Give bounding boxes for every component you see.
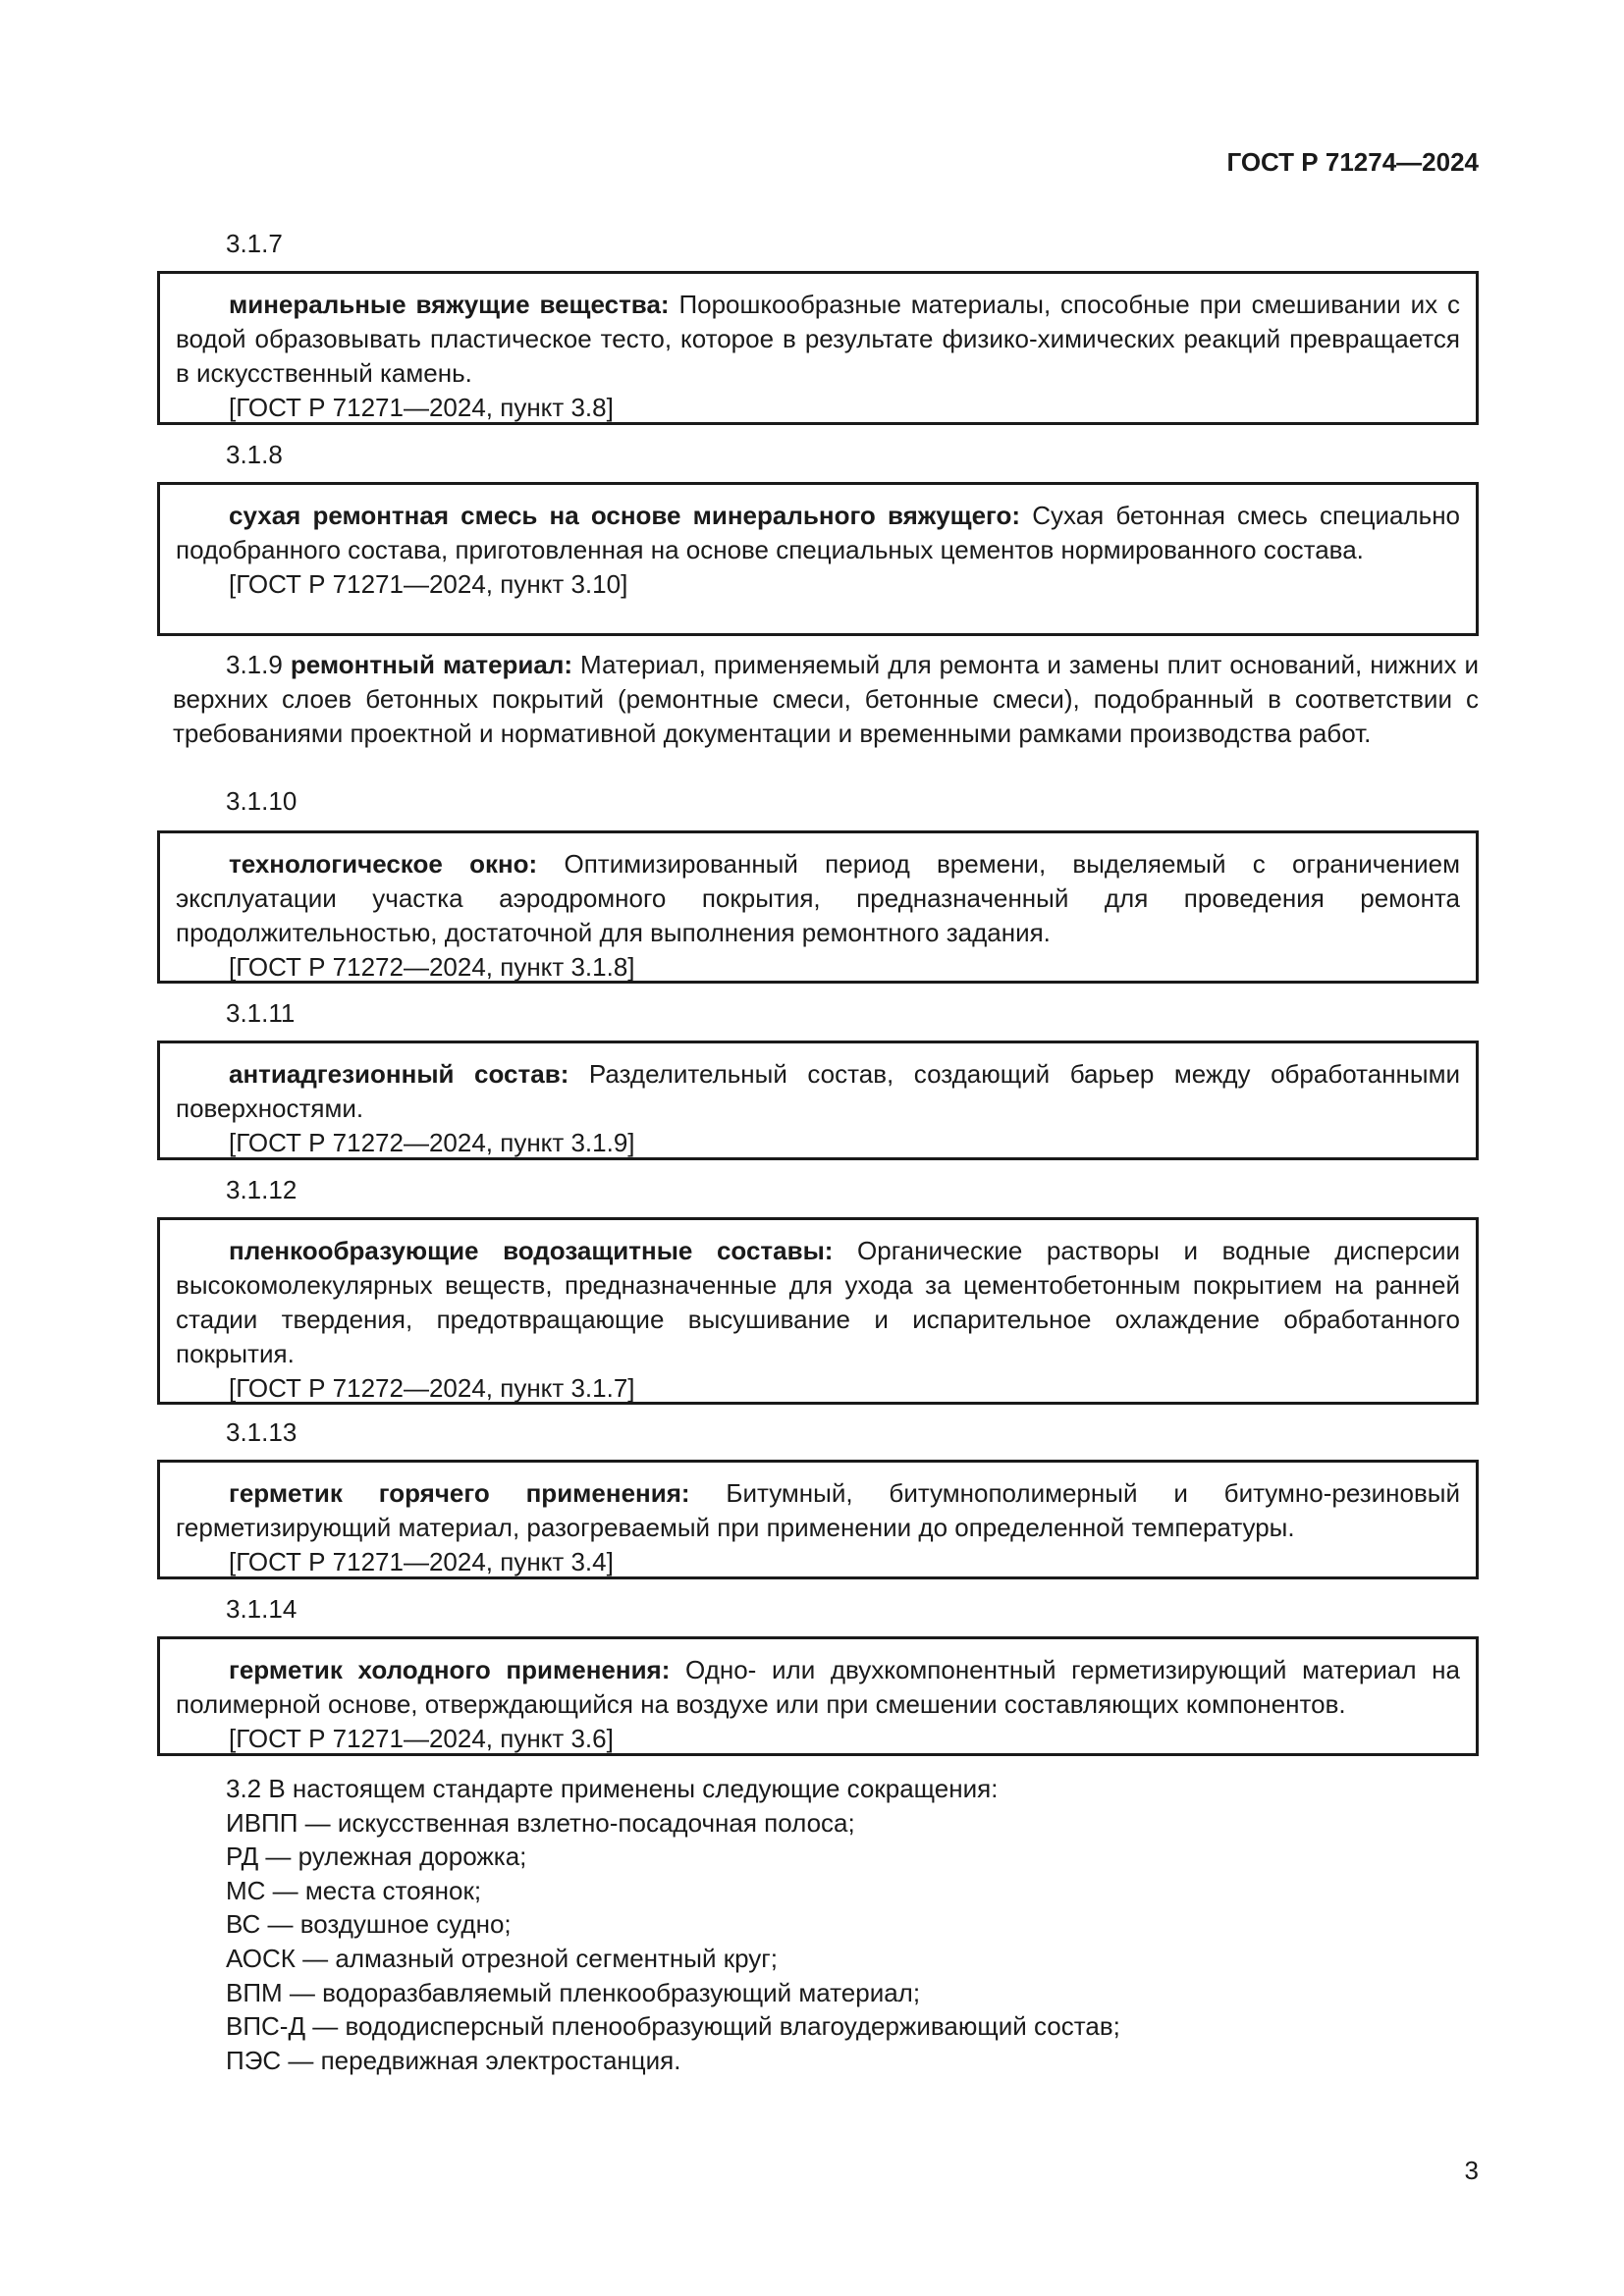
term: герметик холодного применения: xyxy=(229,1655,671,1684)
definition-text xyxy=(176,1234,1460,1371)
entry-number: 3.1.13 xyxy=(226,1417,298,1447)
paragraph-text xyxy=(173,648,1479,751)
entry-number: 3.1.7 xyxy=(226,229,283,258)
source-reference: [ГОСТ Р 71272—2024, пункт 3.1.7] xyxy=(229,1373,635,1403)
source-reference: [ГОСТ Р 71271—2024, пункт 3.8] xyxy=(229,393,614,422)
abbreviation-item: ВПС-Д — вододисперсный пленообразующий влагоудерживающий состав; xyxy=(226,2011,1120,2042)
entry-number: 3.1.10 xyxy=(226,786,298,816)
abbreviations-list xyxy=(226,1772,1120,2077)
definition-box xyxy=(157,1636,1479,1756)
term: антиадгезионный состав: xyxy=(229,1059,569,1089)
term: ремонтный материал: xyxy=(290,650,573,679)
page-number: 3 xyxy=(1464,2156,1479,2185)
definition-text xyxy=(176,847,1460,950)
term: пленкообразующие водозащитные составы: xyxy=(229,1236,834,1265)
abbreviations-intro: 3.2 В настоящем стандарте применены следующие сокращения: xyxy=(226,1774,999,1803)
abbreviation-item: РД — рулежная дорожка; xyxy=(226,1842,527,1872)
definition-text xyxy=(176,1057,1460,1126)
definition: Материал, применяемый для ремонта и замены плит оснований, нижних и верхних слоев бетонных покрытий (ремонтные смеси, бетонные смеси), подобранный в соответствии с требованиями проектной и нормативной документации и временными рамками производства работ. xyxy=(173,650,1480,748)
source-reference: [ГОСТ Р 71272—2024, пункт 3.1.9] xyxy=(229,1128,635,1157)
definition: Сухая бетонная смесь специально подобранного состава, приготовленная на основе специальных цементов нормированного состава. xyxy=(176,501,1461,564)
abbreviation-item: МС — места стоянок; xyxy=(226,1875,482,1905)
definition-text xyxy=(176,1476,1460,1545)
abbreviation-item: ВПМ — водоразбавляемый пленкообразующий материал; xyxy=(226,1977,921,2007)
definition-text xyxy=(176,499,1460,567)
definition-box xyxy=(157,1460,1479,1579)
definition-box xyxy=(157,271,1479,425)
definition-box xyxy=(157,1041,1479,1160)
definition-box xyxy=(157,830,1479,984)
source-reference: [ГОСТ Р 71271—2024, пункт 3.4] xyxy=(229,1547,614,1576)
entry-number: 3.1.9 xyxy=(226,650,283,679)
term: герметик горячего применения: xyxy=(229,1478,690,1508)
definition: Битумный, битумнополимерный и битумно-резиновый герметизирующий материал, разогреваемый при применении до определенной температуры. xyxy=(176,1478,1460,1542)
document-header-id: ГОСТ Р 71274—2024 xyxy=(1226,147,1479,177)
entry-number: 3.1.12 xyxy=(226,1175,298,1204)
definition: Порошкообразные материалы, способные при смешивании их с водой образовывать пластическое тесто, которое в результате физико-химических реакций превращается в искусственный камень. xyxy=(176,290,1460,388)
abbreviation-item: АОСК — алмазный отрезной сегментный круг; xyxy=(226,1943,778,1973)
source-reference: [ГОСТ Р 71272—2024, пункт 3.1.8] xyxy=(229,952,635,982)
term: сухая ремонтная смесь на основе минерального вяжущего: xyxy=(229,501,1021,530)
source-reference: [ГОСТ Р 71271—2024, пункт 3.6] xyxy=(229,1724,614,1753)
definition: Разделительный состав, создающий барьер между обработанными поверхностями. xyxy=(176,1059,1460,1123)
definition-box xyxy=(157,482,1479,636)
paragraph-3-1-9 xyxy=(173,648,1479,751)
entry-number: 3.1.8 xyxy=(226,440,283,469)
entry-number: 3.1.11 xyxy=(226,998,296,1028)
abbreviation-item: ВС — воздушное судно; xyxy=(226,1909,512,1940)
source-reference: [ГОСТ Р 71271—2024, пункт 3.10] xyxy=(229,569,628,599)
definition-box xyxy=(157,1217,1479,1405)
term: минеральные вяжущие вещества: xyxy=(229,290,670,319)
definition-text xyxy=(176,288,1460,391)
abbreviation-item: ПЭС — передвижная электростанция. xyxy=(226,2045,681,2075)
definition-text xyxy=(176,1653,1460,1722)
definition: Органические растворы и водные дисперсии высокомолекулярных веществ, предназначенные для ухода за цементобетонным покрытием на ранней стадии твердения, предотвращающие высушивание и испарительное охлаждение обработанного покрытия. xyxy=(176,1236,1460,1368)
term: технологическое окно: xyxy=(229,849,538,879)
abbreviation-item: ИВПП — искусственная взлетно-посадочная полоса; xyxy=(226,1807,855,1838)
entry-number: 3.1.14 xyxy=(226,1594,298,1624)
definition: Одно- или двухкомпонентный герметизирующий материал на полимерной основе, отверждающийся на воздухе или при смешении составляющих компонентов. xyxy=(176,1655,1460,1719)
definition: Оптимизированный период времени, выделяемый с ограничением эксплуатации участка аэродромного покрытия, предназначенный для проведения ремонта продолжительностью, достаточной для выполнения ремонтного задания. xyxy=(176,849,1460,947)
